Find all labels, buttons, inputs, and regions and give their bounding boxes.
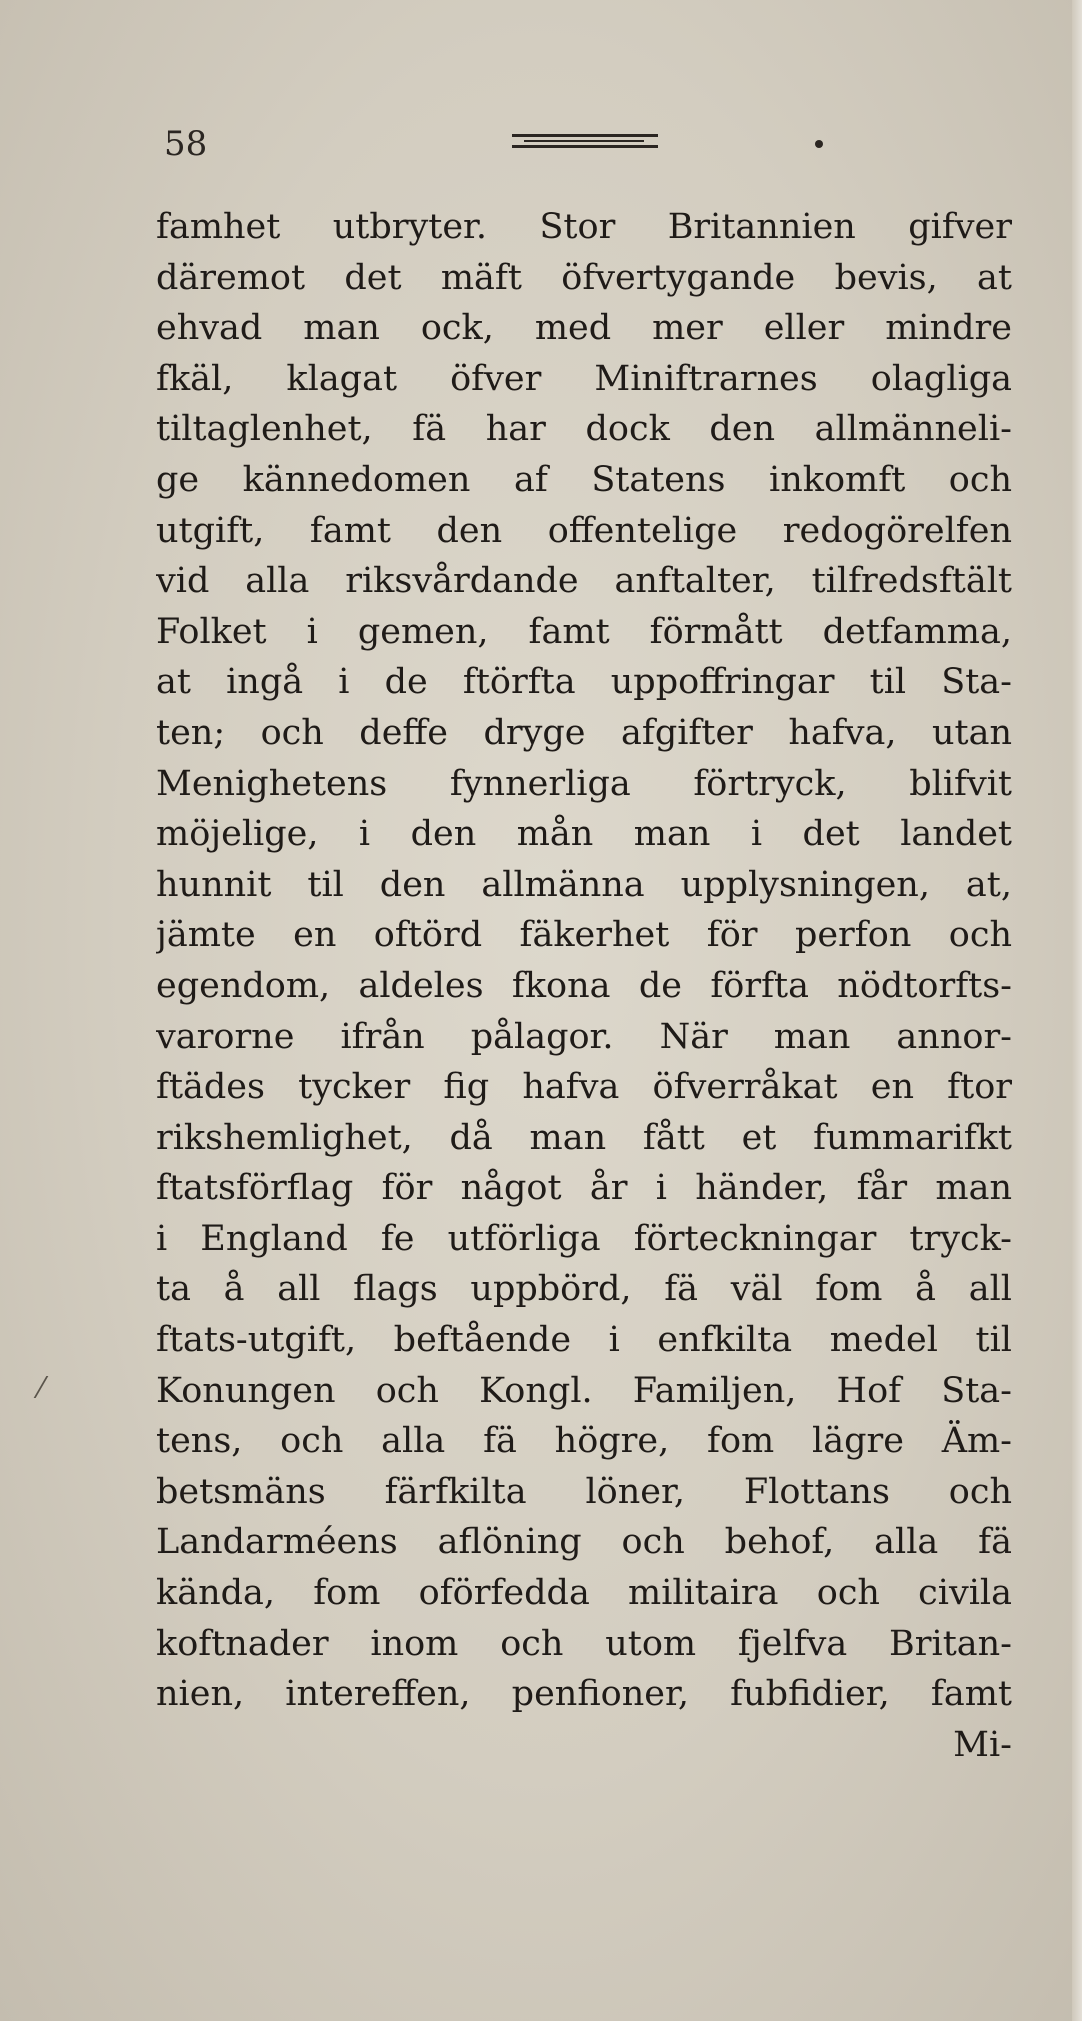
text-line: varorne ifrån pålagor. När man annor- [156,1016,1012,1057]
text-line: däremot det mäft öfvertygande bevis, at [156,257,1012,298]
text-line: ftatsförflag för något år i händer, får man [156,1168,1012,1209]
text-line: at ingå i de ftörfta uppoffringar til Sta- [156,662,1012,703]
catchword: Mi- [953,1724,1012,1765]
text-line: ge kännedomen af Statens inkomft och [156,459,1012,500]
body-text [156,202,1012,1770]
text-line: utgift, famt den offentelige redogörelfen [156,510,1012,551]
text-line: tens, och alla fä högre, fom lägre Äm- [156,1421,1012,1462]
text-line: Menighetens fynnerliga förtryck, blifvit [156,763,1012,804]
text-line: nien, intereffen, penfioner, fubfidier, famt [156,1674,1012,1715]
ornament-rule [512,145,658,148]
text-line: i England fe utförliga förteckningar tryck- [156,1218,1012,1259]
ornament-rule-thin [524,140,644,142]
text-line: koftnader inom och utom fjelfva Britan- [156,1623,1012,1664]
text-line: ten; och deffe dryge afgifter hafva, utan [156,712,1012,753]
text-line: fkäl, klagat öfver Miniftrarnes olagliga [156,358,1012,399]
text-line: Konungen och Kongl. Familjen, Hof Sta- [156,1370,1012,1411]
text-line: rikshemlighet, då man fått et fummarifkt [156,1117,1012,1158]
text-line: famhet utbryter. Stor Britannien gifver [156,207,1012,247]
header-ornament [512,134,658,152]
text-line: Folket i gemen, famt förmått detfamma, [156,611,1012,652]
text-line: vid alla riksvårdande anftalter, tilfredsftält [156,561,1012,602]
text-line: tiltaglenhet, fä har dock den allmänneli- [156,409,1012,450]
text-line: möjelige, i den mån man i det landet [156,814,1012,855]
margin-pencil-mark [34,1376,63,1398]
text-line: ftats-utgift, beftående i enfkilta medel til [156,1320,1012,1361]
text-line: ftädes tycker fig hafva öfverråkat en ftor [156,1067,1012,1108]
text-line: ehvad man ock, med mer eller mindre [156,308,1012,349]
page-number: 58 [164,124,208,164]
text-line: ta å all flags uppbörd, fä väl fom å all [156,1269,1012,1310]
text-line: hunnit til den allmänna upplysningen, at, [156,864,1012,905]
page-edge [1072,0,1082,2021]
text-line: egendom, aldeles fkona de förfta nödtorfts- [156,965,1012,1006]
text-line: kända, fom oförfedda militaira och civila [156,1573,1012,1614]
text-line: betsmäns färfkilta löner, Flottans och [156,1471,1012,1512]
header-dot [815,140,823,148]
text-line: jämte en oftörd fäkerhet för perfon och [156,915,1012,956]
text-line: Landarméens aflöning och behof, alla fä [156,1522,1012,1563]
ornament-rule [512,134,658,137]
